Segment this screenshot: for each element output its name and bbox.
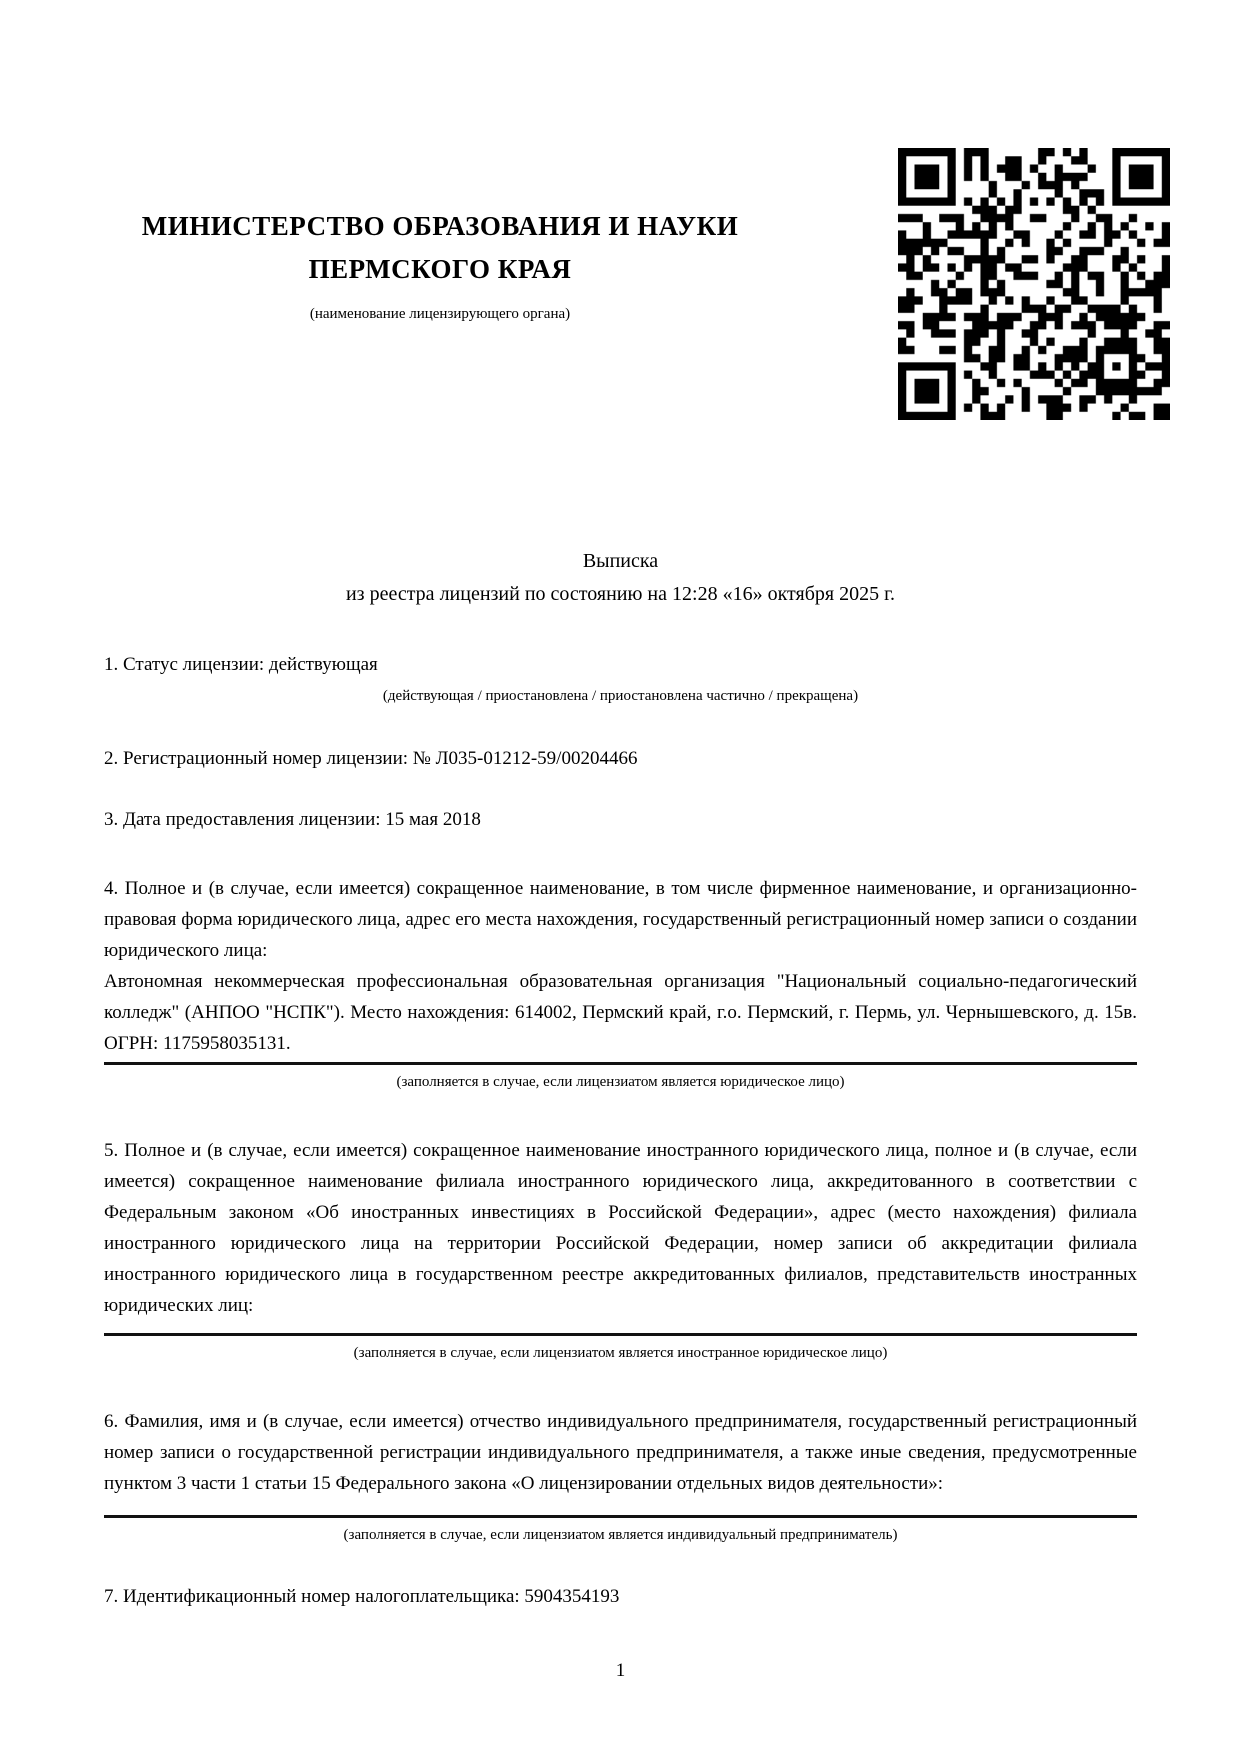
qr-code-canvas — [898, 148, 1170, 420]
ministry-title-line1: МИНИСТЕРСТВО ОБРАЗОВАНИЯ И НАУКИ — [141, 211, 739, 241]
qr-code — [898, 148, 1170, 420]
page-number: 1 — [615, 1660, 626, 1681]
document-header — [104, 0, 1137, 420]
licensing-authority-block — [104, 205, 776, 323]
section-6-entrepreneur-heading: 6. Фамилия, имя и (в случае, если имеется) отчество индивидуального предпринимателя, государственный регистрационный номер записи о государственной регистрации индивидуального предпринимателя, а также иные сведения, предусмотренные пунктом 3 части 1 статьи 15 Федерального закона «О лицензировании отдельных видов деятельности»: — [104, 1411, 1137, 1494]
divider-entrepreneur — [104, 1515, 1137, 1518]
section-7-taxpayer-number: 7. Идентификационный номер налогоплательщика: 5904354193 — [104, 1586, 620, 1607]
divider-legal-entity — [104, 1062, 1137, 1065]
entrepreneur-note: (заполняется в случае, если лицензиатом является индивидуальный предприниматель) — [343, 1527, 898, 1543]
section-1-license-status: 1. Статус лицензии: действующая — [104, 654, 378, 675]
ministry-title — [104, 205, 776, 291]
section-4-legal-entity-heading: 4. Полное и (в случае, если имеется) сокращенное наименование, в том числе фирменное наименование, и организационно-правовая форма юридического лица, адрес его места нахождения, государственный регистрационный номер записи о создании юридического лица: — [104, 878, 1137, 961]
section-3-grant-date: 3. Дата предоставления лицензии: 15 мая 2018 — [104, 809, 481, 830]
legal-entity-note: (заполняется в случае, если лицензиатом является юридическое лицо) — [396, 1074, 845, 1090]
section-5-foreign-entity-heading: 5. Полное и (в случае, если имеется) сокращенное наименование иностранного юридического лица, полное и (в случае, если имеется) сокращенное наименование филиала иностранного юридического лица, аккредитованного в соответствии с Федеральным законом «Об иностранных инвестициях в Российской Федерации», адрес (место нахождения) филиала иностранного юридического лица на территории Российской Федерации, номер записи об аккредитации филиала иностранного юридического лица в государственном реестре аккредитованных филиалов, представительств иностранных юридических лиц: — [104, 1140, 1137, 1316]
licensing-authority-note: (наименование лицензирующего органа) — [309, 306, 571, 322]
extract-title: Выписка — [582, 550, 659, 572]
extract-heading — [104, 545, 1137, 611]
divider-foreign-entity — [104, 1333, 1137, 1336]
extract-subtitle: из реестра лицензий по состоянию на 12:28 «16» октября 2025 г. — [345, 583, 896, 605]
section-4-legal-entity-value: Автономная некоммерческая профессиональная образовательная организация "Национальный социально-педагогический колледж" (АНПОО "НСПК"). Место нахождения: 614002, Пермский край, г.о. Пермский, г. Пермь, ул. Чернышевского, д. 15в. ОГРН: 1175958035131. — [104, 971, 1137, 1054]
status-options-note: (действующая / приостановлена / приостановлена частично / прекращена) — [382, 688, 859, 704]
ministry-title-line2: ПЕРМСКОГО КРАЯ — [308, 254, 572, 284]
foreign-entity-note: (заполняется в случае, если лицензиатом является иностранное юридическое лицо) — [353, 1345, 888, 1361]
section-2-registration-number: 2. Регистрационный номер лицензии: № Л035-01212-59/00204466 — [104, 748, 638, 769]
